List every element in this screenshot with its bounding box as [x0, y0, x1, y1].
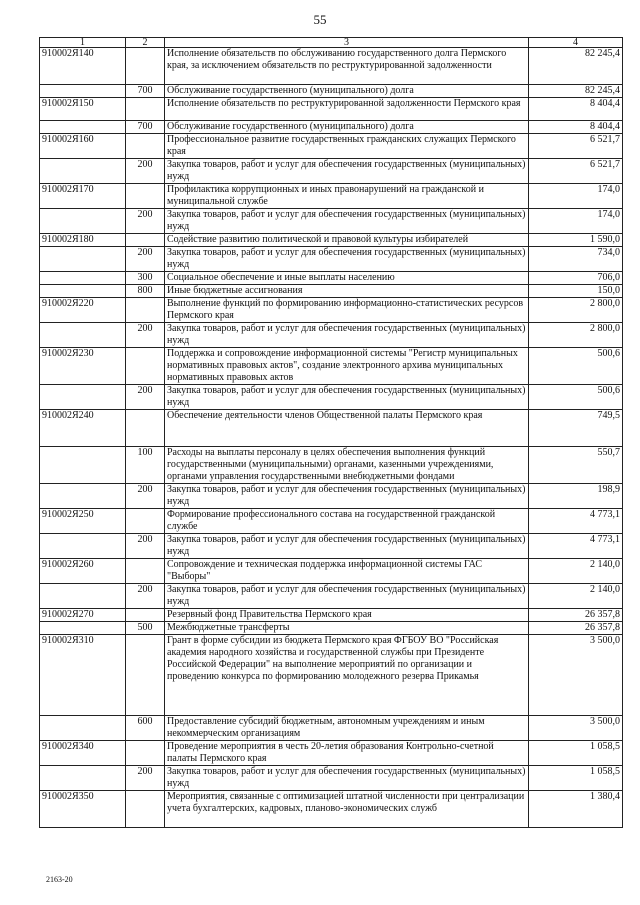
code-cell: 910002Я260 [40, 559, 126, 584]
amount-cell: 1 058,5 [529, 766, 623, 791]
code-cell [40, 484, 126, 509]
desc-cell: Закупка товаров, работ и услуг для обеспечения государственных (муниципальных) нужд [165, 209, 529, 234]
type-cell: 700 [126, 85, 165, 98]
code-cell [40, 622, 126, 635]
table-row [40, 121, 623, 134]
column-header: 1 [40, 38, 126, 48]
desc-cell: Выполнение функций по формированию информационно-статистических ресурсов Пермского края [165, 298, 529, 323]
table-row [40, 184, 623, 209]
type-cell: 100 [126, 447, 165, 484]
code-cell [40, 385, 126, 410]
type-cell: 300 [126, 272, 165, 285]
table-row [40, 385, 623, 410]
code-cell: 910002Я310 [40, 635, 126, 716]
table-row [40, 247, 623, 272]
type-cell [126, 134, 165, 159]
table-row [40, 447, 623, 484]
table-row [40, 410, 623, 447]
table-row [40, 584, 623, 609]
code-cell: 910002Я250 [40, 509, 126, 534]
table-row [40, 134, 623, 159]
amount-cell: 6 521,7 [529, 134, 623, 159]
code-cell [40, 285, 126, 298]
table-row [40, 209, 623, 234]
amount-cell: 734,0 [529, 247, 623, 272]
desc-cell: Формирование профессионального состава на государственной гражданской службе [165, 509, 529, 534]
code-cell: 910002Я150 [40, 98, 126, 121]
type-cell: 200 [126, 534, 165, 559]
code-cell: 910002Я230 [40, 348, 126, 385]
desc-cell: Проведение мероприятия в честь 20-летия образования Контрольно-счетной палаты Пермского края [165, 741, 529, 766]
desc-cell: Обеспечение деятельности членов Общественной палаты Пермского края [165, 410, 529, 447]
desc-cell: Предоставление субсидий бюджетным, автономным учреждениям и иным некоммерческим организациям [165, 716, 529, 741]
code-cell: 910002Я170 [40, 184, 126, 209]
table-row [40, 484, 623, 509]
table-row [40, 298, 623, 323]
amount-cell: 3 500,0 [529, 635, 623, 716]
desc-cell: Социальное обеспечение и иные выплаты населению [165, 272, 529, 285]
code-cell: 910002Я180 [40, 234, 126, 247]
amount-cell: 500,6 [529, 348, 623, 385]
type-cell [126, 298, 165, 323]
amount-cell: 1 058,5 [529, 741, 623, 766]
code-cell [40, 447, 126, 484]
code-cell [40, 121, 126, 134]
column-header: 4 [529, 38, 623, 48]
desc-cell: Закупка товаров, работ и услуг для обеспечения государственных (муниципальных) нужд [165, 385, 529, 410]
desc-cell: Иные бюджетные ассигнования [165, 285, 529, 298]
column-header: 2 [126, 38, 165, 48]
type-cell: 200 [126, 484, 165, 509]
table-row [40, 159, 623, 184]
amount-cell: 174,0 [529, 209, 623, 234]
code-cell: 910002Я220 [40, 298, 126, 323]
desc-cell: Закупка товаров, работ и услуг для обеспечения государственных (муниципальных) нужд [165, 534, 529, 559]
type-cell [126, 791, 165, 828]
desc-cell: Обслуживание государственного (муниципального) долга [165, 85, 529, 98]
budget-table [39, 37, 623, 828]
type-cell [126, 609, 165, 622]
amount-cell: 2 140,0 [529, 584, 623, 609]
table-row [40, 766, 623, 791]
type-cell [126, 98, 165, 121]
amount-cell: 8 404,4 [529, 121, 623, 134]
type-cell: 200 [126, 385, 165, 410]
amount-cell: 2 800,0 [529, 323, 623, 348]
table-row [40, 741, 623, 766]
code-cell [40, 584, 126, 609]
column-header: 3 [165, 38, 529, 48]
desc-cell: Содействие развитию политической и правовой культуры избирателей [165, 234, 529, 247]
amount-cell: 1 380,4 [529, 791, 623, 828]
desc-cell: Обслуживание государственного (муниципального) долга [165, 121, 529, 134]
code-cell [40, 209, 126, 234]
desc-cell: Сопровождение и техническая поддержка информационной системы ГАС "Выборы" [165, 559, 529, 584]
type-cell [126, 509, 165, 534]
code-cell [40, 323, 126, 348]
code-cell [40, 534, 126, 559]
table-row [40, 272, 623, 285]
table-row [40, 791, 623, 828]
table-row [40, 716, 623, 741]
table-row [40, 622, 623, 635]
table-row [40, 85, 623, 98]
footer-code: 2163-20 [46, 875, 73, 884]
amount-cell: 550,7 [529, 447, 623, 484]
type-cell [126, 48, 165, 85]
amount-cell: 2 140,0 [529, 559, 623, 584]
table-row [40, 559, 623, 584]
code-cell: 910002Я350 [40, 791, 126, 828]
type-cell: 200 [126, 584, 165, 609]
table-row [40, 48, 623, 85]
code-cell: 910002Я160 [40, 134, 126, 159]
type-cell: 200 [126, 209, 165, 234]
desc-cell: Резервный фонд Правительства Пермского края [165, 609, 529, 622]
desc-cell: Расходы на выплаты персоналу в целях обеспечения выполнения функций государственными (муниципальными) органами, казенными учреждениями, органами управления государственными внебюджетными фондами [165, 447, 529, 484]
amount-cell: 500,6 [529, 385, 623, 410]
desc-cell: Профессиональное развитие государственных гражданских служащих Пермского края [165, 134, 529, 159]
desc-cell: Закупка товаров, работ и услуг для обеспечения государственных (муниципальных) нужд [165, 247, 529, 272]
type-cell: 200 [126, 159, 165, 184]
type-cell [126, 741, 165, 766]
type-cell [126, 410, 165, 447]
type-cell [126, 348, 165, 385]
desc-cell: Закупка товаров, работ и услуг для обеспечения государственных (муниципальных) нужд [165, 323, 529, 348]
table-row [40, 348, 623, 385]
desc-cell: Закупка товаров, работ и услуг для обеспечения государственных (муниципальных) нужд [165, 584, 529, 609]
desc-cell: Профилактика коррупционных и иных правонарушений на гражданской и муниципальной службе [165, 184, 529, 209]
code-cell: 910002Я270 [40, 609, 126, 622]
desc-cell: Исполнение обязательств по реструктурированной задолженности Пермского края [165, 98, 529, 121]
desc-cell: Исполнение обязательств по обслуживанию государственного долга Пермского края, за исключением обязательств по реструктурированной задолженности [165, 48, 529, 85]
type-cell: 800 [126, 285, 165, 298]
desc-cell: Грант в форме субсидии из бюджета Пермского края ФГБОУ ВО "Российская академия народного хозяйства и государственной службы при Президенте Российской Федерации" на выполнение мероприятий по организации и проведению конкурса по формированию молодежного резерва Прикамья [165, 635, 529, 716]
code-cell [40, 272, 126, 285]
amount-cell: 4 773,1 [529, 534, 623, 559]
table-row [40, 285, 623, 298]
code-cell [40, 766, 126, 791]
type-cell: 700 [126, 121, 165, 134]
amount-cell: 6 521,7 [529, 159, 623, 184]
code-cell [40, 716, 126, 741]
amount-cell: 4 773,1 [529, 509, 623, 534]
desc-cell: Поддержка и сопровождение информационной системы "Регистр муниципальных нормативных правовых актов", создание электронного архива муниципальных нормативных правовых актов [165, 348, 529, 385]
type-cell: 200 [126, 766, 165, 791]
desc-cell: Межбюджетные трансферты [165, 622, 529, 635]
table-row [40, 509, 623, 534]
type-cell [126, 559, 165, 584]
desc-cell: Мероприятия, связанные с оптимизацией штатной численности при централизации учета бухгалтерских, кадровых, планово-экономических служб [165, 791, 529, 828]
code-cell: 910002Я340 [40, 741, 126, 766]
amount-cell: 1 590,0 [529, 234, 623, 247]
amount-cell: 3 500,0 [529, 716, 623, 741]
type-cell: 200 [126, 247, 165, 272]
amount-cell: 174,0 [529, 184, 623, 209]
code-cell [40, 247, 126, 272]
amount-cell: 150,0 [529, 285, 623, 298]
type-cell [126, 234, 165, 247]
desc-cell: Закупка товаров, работ и услуг для обеспечения государственных (муниципальных) нужд [165, 484, 529, 509]
amount-cell: 82 245,4 [529, 85, 623, 98]
type-cell: 600 [126, 716, 165, 741]
desc-cell: Закупка товаров, работ и услуг для обеспечения государственных (муниципальных) нужд [165, 159, 529, 184]
amount-cell: 8 404,4 [529, 98, 623, 121]
page-number: 55 [313, 12, 327, 27]
amount-cell: 26 357,8 [529, 609, 623, 622]
amount-cell: 26 357,8 [529, 622, 623, 635]
type-cell: 200 [126, 323, 165, 348]
code-cell [40, 85, 126, 98]
code-cell [40, 159, 126, 184]
amount-cell: 706,0 [529, 272, 623, 285]
code-cell: 910002Я240 [40, 410, 126, 447]
table-row [40, 609, 623, 622]
table-header-row [40, 38, 623, 48]
amount-cell: 198,9 [529, 484, 623, 509]
amount-cell: 82 245,4 [529, 48, 623, 85]
table-row [40, 98, 623, 121]
code-cell: 910002Я140 [40, 48, 126, 85]
type-cell: 500 [126, 622, 165, 635]
table-row [40, 534, 623, 559]
desc-cell: Закупка товаров, работ и услуг для обеспечения государственных (муниципальных) нужд [165, 766, 529, 791]
table-row [40, 635, 623, 716]
amount-cell: 2 800,0 [529, 298, 623, 323]
amount-cell: 749,5 [529, 410, 623, 447]
table-row [40, 234, 623, 247]
type-cell [126, 635, 165, 716]
table-row [40, 323, 623, 348]
type-cell [126, 184, 165, 209]
